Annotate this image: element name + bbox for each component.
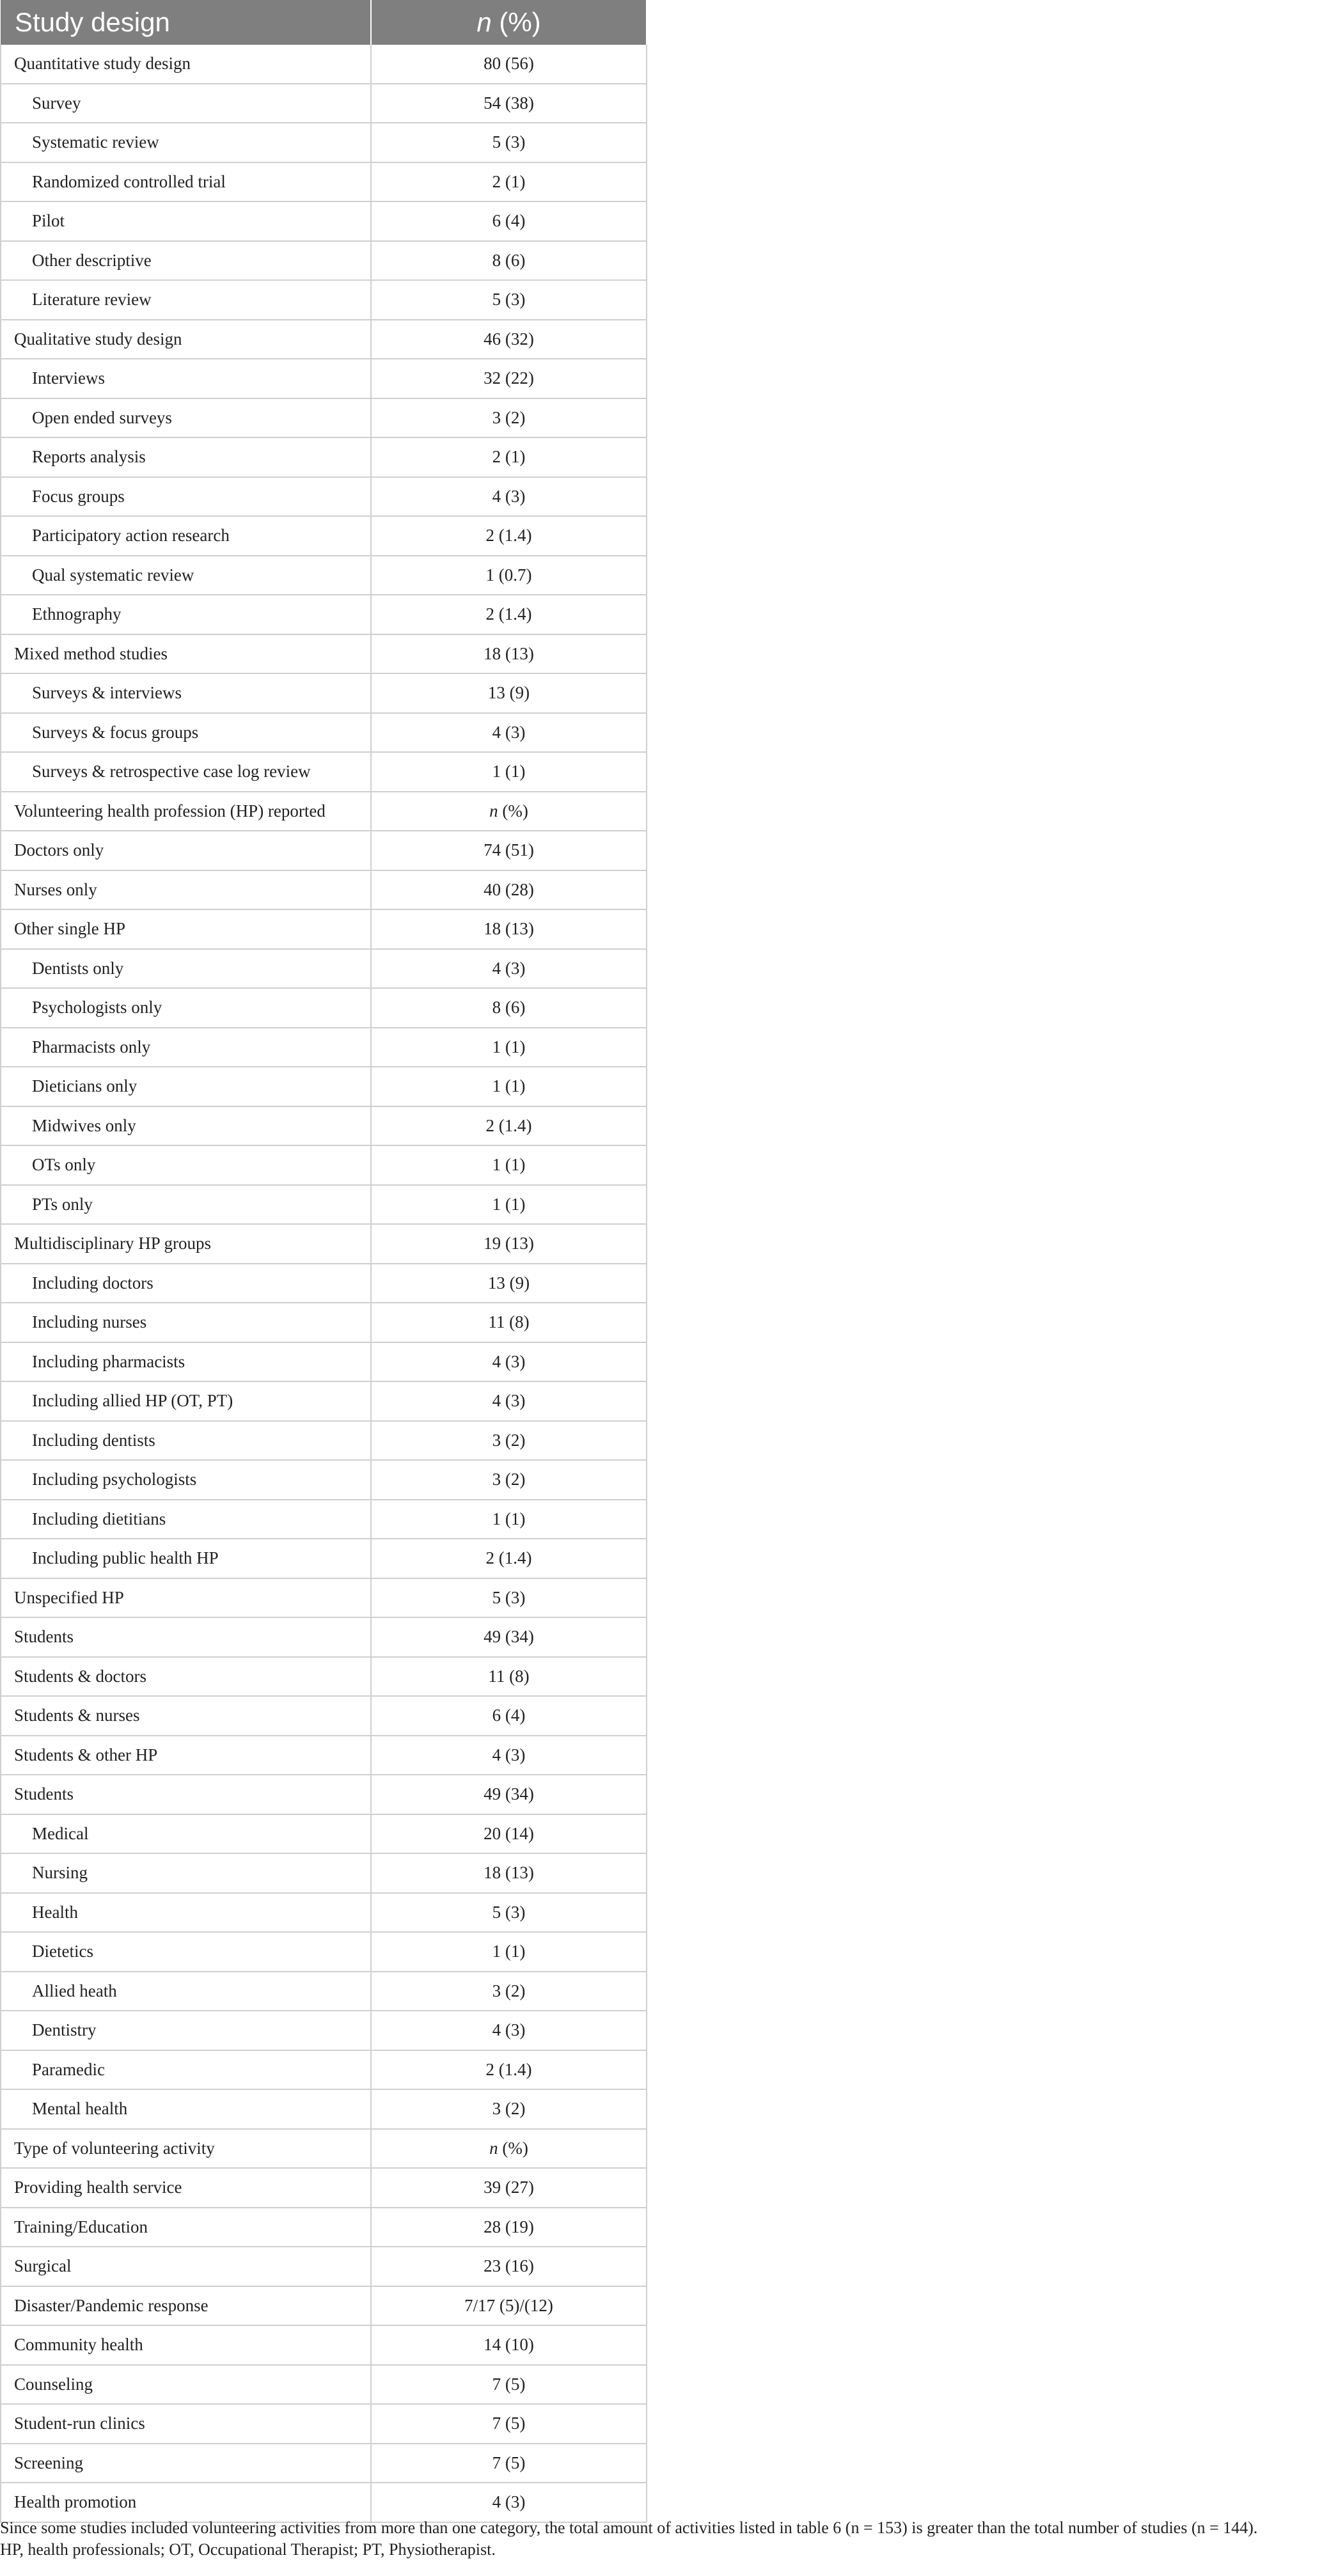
row-value: 2 (1.4)	[371, 516, 647, 556]
row-label: OTs only	[1, 1145, 371, 1185]
table-row	[1, 123, 647, 162]
table-row	[1, 634, 647, 674]
table-row	[1, 45, 647, 84]
row-value: 1 (1)	[371, 1145, 647, 1185]
row-value: 1 (1)	[371, 1932, 647, 1972]
table-row	[1, 1067, 647, 1106]
row-label: Mixed method studies	[1, 634, 371, 674]
row-value: 3 (2)	[371, 2089, 647, 2129]
row-label: Midwives only	[1, 1106, 371, 1146]
row-label: Including dietitians	[1, 1500, 371, 1539]
table-row	[1, 1972, 647, 2011]
row-label: Dietetics	[1, 1932, 371, 1972]
row-label: Other single HP	[1, 909, 371, 949]
row-value: 5 (3)	[371, 1578, 647, 1618]
row-value: 1 (1)	[371, 1028, 647, 1067]
row-label: Training/Education	[1, 2208, 371, 2247]
row-label: Disaster/Pandemic response	[1, 2286, 371, 2326]
row-label: Systematic review	[1, 123, 371, 162]
table-row	[1, 1342, 647, 1382]
row-value: 3 (2)	[371, 398, 647, 438]
row-label: Randomized controlled trial	[1, 162, 371, 202]
table-footnotes	[0, 2517, 1322, 2561]
row-value: 8 (6)	[371, 988, 647, 1028]
row-label: Literature review	[1, 280, 371, 320]
row-value: 2 (1.4)	[371, 595, 647, 634]
header-n-percent: n (%)	[371, 0, 647, 45]
row-value: 40 (28)	[371, 870, 647, 910]
row-value: 6 (4)	[371, 201, 647, 241]
row-value: 7 (5)	[371, 2365, 647, 2405]
row-value: 19 (13)	[371, 1224, 647, 1264]
row-label: Including public health HP	[1, 1539, 371, 1578]
row-label: Qualitative study design	[1, 320, 371, 359]
row-value: 54 (38)	[371, 84, 647, 123]
header-n-italic: n	[476, 7, 492, 37]
table-row	[1, 2404, 647, 2444]
table-row	[1, 1696, 647, 1736]
row-label: Including pharmacists	[1, 1342, 371, 1382]
table-row	[1, 2365, 647, 2405]
row-label: Student-run clinics	[1, 2404, 371, 2444]
row-value: 18 (13)	[371, 1853, 647, 1893]
row-label: Quantitative study design	[1, 45, 371, 84]
table-header-row	[1, 0, 647, 45]
table-row	[1, 1736, 647, 1775]
row-value: 32 (22)	[371, 359, 647, 398]
row-value: 1 (1)	[371, 752, 647, 792]
row-value: 4 (3)	[371, 713, 647, 753]
row-value: 11 (8)	[371, 1657, 647, 1697]
table-row	[1, 1814, 647, 1854]
table-row	[1, 792, 647, 831]
row-value: 2 (1)	[371, 162, 647, 202]
table-row	[1, 1381, 647, 1421]
table-row	[1, 1421, 647, 1461]
row-value: 18 (13)	[371, 634, 647, 674]
table-row	[1, 1185, 647, 1225]
table-row	[1, 1224, 647, 1264]
row-value: 7/17 (5)/(12)	[371, 2286, 647, 2326]
table-row	[1, 320, 647, 359]
table-row	[1, 2011, 647, 2050]
row-value: 1 (0.7)	[371, 556, 647, 595]
table-row	[1, 1303, 647, 1342]
table-row	[1, 1775, 647, 1814]
row-label: Psychologists only	[1, 988, 371, 1028]
row-label: Pilot	[1, 201, 371, 241]
table-row	[1, 84, 647, 123]
table-row	[1, 280, 647, 320]
row-label: Nursing	[1, 1853, 371, 1893]
row-value: 3 (2)	[371, 1421, 647, 1461]
table-row	[1, 241, 647, 281]
header-study-design: Study design	[1, 0, 371, 45]
row-value: 14 (10)	[371, 2325, 647, 2365]
row-value: 5 (3)	[371, 123, 647, 162]
table-row	[1, 2208, 647, 2247]
row-value: 13 (9)	[371, 673, 647, 713]
row-value: 2 (1.4)	[371, 1539, 647, 1578]
row-label: Unspecified HP	[1, 1578, 371, 1618]
row-label: Mental health	[1, 2089, 371, 2129]
row-value: 1 (1)	[371, 1067, 647, 1106]
row-value: n (%)	[371, 792, 647, 831]
row-label: Surveys & focus groups	[1, 713, 371, 753]
row-label: Multidisciplinary HP groups	[1, 1224, 371, 1264]
row-label: Dentists only	[1, 949, 371, 989]
row-label: Including psychologists	[1, 1460, 371, 1500]
footnote-1: Since some studies included volunteering activities from more than one category, the total amount of activities listed in table 6 (n = 153) is greater than the total number of studies (n = 144).	[0, 2518, 1258, 2537]
row-value: 2 (1.4)	[371, 2050, 647, 2090]
row-label: Students & doctors	[1, 1657, 371, 1697]
table-row	[1, 909, 647, 949]
table-row	[1, 988, 647, 1028]
row-label: Qual systematic review	[1, 556, 371, 595]
table-row	[1, 1106, 647, 1146]
row-label: Students	[1, 1617, 371, 1657]
table-row	[1, 2325, 647, 2365]
table-row	[1, 2247, 647, 2286]
row-value: 5 (3)	[371, 280, 647, 320]
row-value: 28 (19)	[371, 2208, 647, 2247]
row-label: Surveys & retrospective case log review	[1, 752, 371, 792]
row-label: Allied heath	[1, 1972, 371, 2011]
row-label: Dentistry	[1, 2011, 371, 2050]
row-label: Doctors only	[1, 831, 371, 870]
row-label: Providing health service	[1, 2168, 371, 2208]
row-label: Reports analysis	[1, 437, 371, 477]
row-label: Health	[1, 1893, 371, 1933]
row-label: Dieticians only	[1, 1067, 371, 1106]
row-label: Pharmacists only	[1, 1028, 371, 1067]
table-row	[1, 870, 647, 910]
row-label: Survey	[1, 84, 371, 123]
table-row	[1, 1500, 647, 1539]
row-value: 2 (1)	[371, 437, 647, 477]
row-label: Including doctors	[1, 1264, 371, 1303]
row-label: Ethnography	[1, 595, 371, 634]
row-label: Type of volunteering activity	[1, 2129, 371, 2169]
row-label: Nurses only	[1, 870, 371, 910]
row-value: 13 (9)	[371, 1264, 647, 1303]
table-row	[1, 1932, 647, 1972]
table-row	[1, 1657, 647, 1697]
table-row	[1, 595, 647, 634]
row-value: 49 (34)	[371, 1775, 647, 1814]
table-row	[1, 516, 647, 556]
row-label: Health promotion	[1, 2483, 371, 2522]
row-label: Focus groups	[1, 477, 371, 517]
row-value: 4 (3)	[371, 2011, 647, 2050]
row-value: 4 (3)	[371, 2483, 647, 2522]
row-value: 6 (4)	[371, 1696, 647, 1736]
row-value: 3 (2)	[371, 1972, 647, 2011]
row-value: 1 (1)	[371, 1500, 647, 1539]
study-design-table	[0, 0, 647, 2523]
table-row	[1, 2089, 647, 2129]
table-row	[1, 831, 647, 870]
table-row	[1, 1578, 647, 1618]
row-value: 46 (32)	[371, 320, 647, 359]
row-label: Interviews	[1, 359, 371, 398]
footnote-2: HP, health professionals; OT, Occupational Therapist; PT, Physiotherapist.	[0, 2540, 496, 2559]
row-value: 4 (3)	[371, 1381, 647, 1421]
row-label: Students	[1, 1775, 371, 1814]
table-row	[1, 673, 647, 713]
row-label: PTs only	[1, 1185, 371, 1225]
row-value: 2 (1.4)	[371, 1106, 647, 1146]
table-row	[1, 359, 647, 398]
table-row	[1, 477, 647, 517]
table-row	[1, 1460, 647, 1500]
row-value: 5 (3)	[371, 1893, 647, 1933]
row-label: Surgical	[1, 2247, 371, 2286]
table-row	[1, 713, 647, 753]
row-value: 74 (51)	[371, 831, 647, 870]
row-label: Other descriptive	[1, 241, 371, 281]
row-value: 20 (14)	[371, 1814, 647, 1854]
table-row	[1, 1145, 647, 1185]
row-value: 23 (16)	[371, 2247, 647, 2286]
row-value: 4 (3)	[371, 1736, 647, 1775]
table-row	[1, 2444, 647, 2483]
row-value: 7 (5)	[371, 2444, 647, 2483]
row-label: Volunteering health profession (HP) reported	[1, 792, 371, 831]
table-row	[1, 2483, 647, 2522]
table-row	[1, 2129, 647, 2169]
row-label: Including dentists	[1, 1421, 371, 1461]
row-value: n (%)	[371, 2129, 647, 2169]
row-label: Paramedic	[1, 2050, 371, 2090]
row-value: 1 (1)	[371, 1185, 647, 1225]
row-value: 4 (3)	[371, 477, 647, 517]
row-label: Counseling	[1, 2365, 371, 2405]
table-row	[1, 1617, 647, 1657]
row-value: 49 (34)	[371, 1617, 647, 1657]
table-row	[1, 2286, 647, 2326]
table-row	[1, 1893, 647, 1933]
row-value: 39 (27)	[371, 2168, 647, 2208]
table-body	[1, 45, 647, 2522]
table-row	[1, 201, 647, 241]
row-label: Including nurses	[1, 1303, 371, 1342]
table-row	[1, 949, 647, 989]
table-row	[1, 1539, 647, 1578]
row-label: Screening	[1, 2444, 371, 2483]
table-row	[1, 2050, 647, 2090]
table-row	[1, 556, 647, 595]
table-row	[1, 1853, 647, 1893]
table-row	[1, 2168, 647, 2208]
row-value: 18 (13)	[371, 909, 647, 949]
row-value: 11 (8)	[371, 1303, 647, 1342]
row-label: Including allied HP (OT, PT)	[1, 1381, 371, 1421]
row-value: 80 (56)	[371, 45, 647, 84]
row-label: Community health	[1, 2325, 371, 2365]
row-value: 4 (3)	[371, 1342, 647, 1382]
row-label: Students & other HP	[1, 1736, 371, 1775]
row-label: Open ended surveys	[1, 398, 371, 438]
row-label: Students & nurses	[1, 1696, 371, 1736]
table-row	[1, 437, 647, 477]
row-value: 8 (6)	[371, 241, 647, 281]
row-label: Medical	[1, 1814, 371, 1854]
table-row	[1, 162, 647, 202]
table-row	[1, 1028, 647, 1067]
row-label: Participatory action research	[1, 516, 371, 556]
table-row	[1, 1264, 647, 1303]
row-value: 7 (5)	[371, 2404, 647, 2444]
row-value: 3 (2)	[371, 1460, 647, 1500]
row-label: Surveys & interviews	[1, 673, 371, 713]
row-value: 4 (3)	[371, 949, 647, 989]
table-row	[1, 398, 647, 438]
table-row	[1, 752, 647, 792]
